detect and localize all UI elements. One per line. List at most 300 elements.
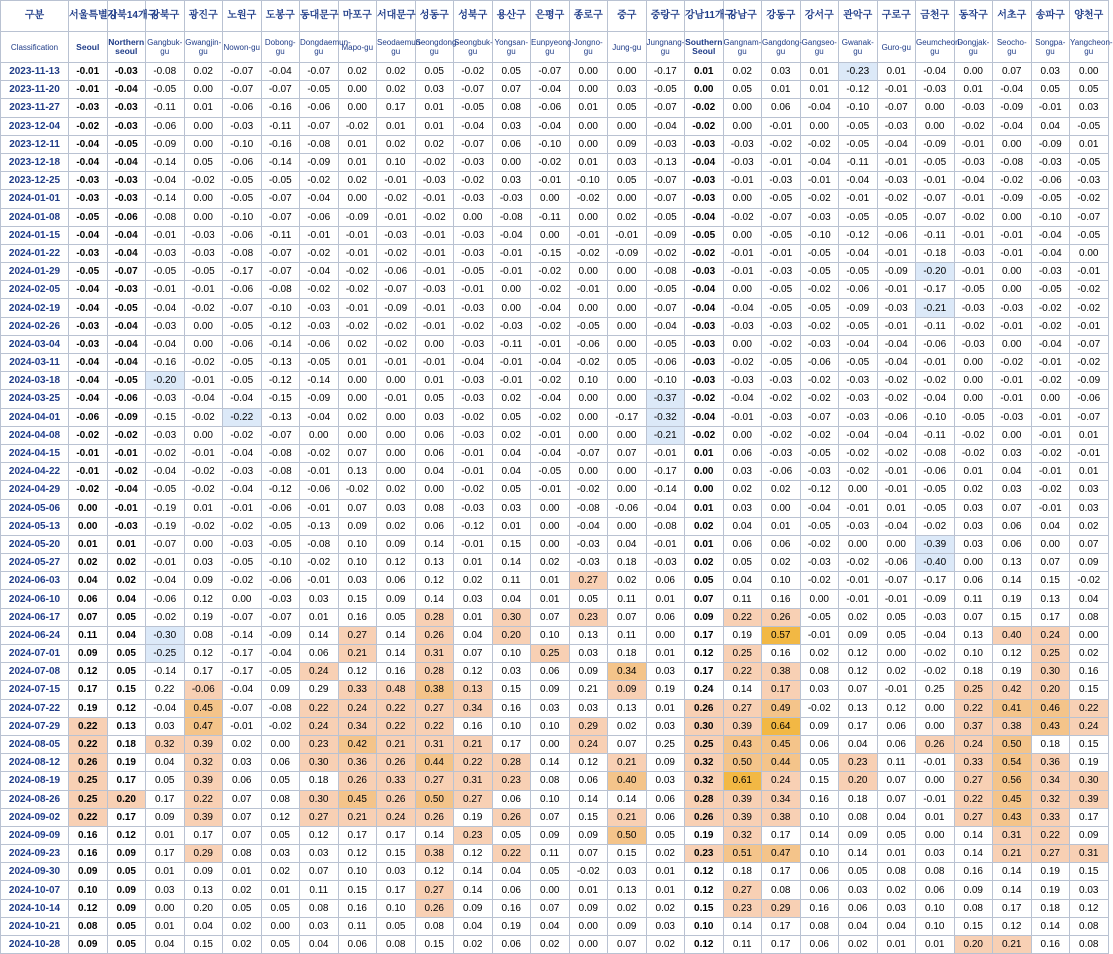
table-cell: -0.09 — [646, 226, 685, 244]
table-row — [1, 535, 1109, 553]
column-header-en: Seocho-gu — [993, 32, 1032, 63]
table-cell: 0.16 — [69, 845, 108, 863]
table-cell: 0.13 — [107, 717, 146, 735]
table-cell: 0.24 — [1031, 626, 1070, 644]
table-row — [1, 608, 1109, 626]
table-cell: -0.09 — [300, 390, 339, 408]
table-row — [1, 226, 1109, 244]
table-cell: 0.04 — [839, 917, 878, 935]
table-row — [1, 663, 1109, 681]
table-cell: 0.38 — [762, 663, 801, 681]
table-cell: 0.17 — [1031, 608, 1070, 626]
table-cell: 0.03 — [300, 917, 339, 935]
table-cell: -0.32 — [646, 408, 685, 426]
table-cell: -0.01 — [877, 463, 916, 481]
table-cell: 0.10 — [531, 790, 570, 808]
table-cell: 0.39 — [1070, 790, 1109, 808]
row-date: 2024-02-26 — [1, 317, 69, 335]
table-cell: 0.22 — [1031, 826, 1070, 844]
table-cell: -0.01 — [839, 499, 878, 517]
table-cell: -0.25 — [146, 645, 185, 663]
table-cell: 0.30 — [1070, 772, 1109, 790]
table-cell: 0.03 — [377, 863, 416, 881]
table-cell: 0.16 — [1070, 663, 1109, 681]
table-cell: -0.06 — [877, 226, 916, 244]
table-cell: 0.06 — [762, 535, 801, 553]
table-cell: -0.01 — [993, 317, 1032, 335]
table-cell: 0.14 — [954, 845, 993, 863]
table-cell: -0.01 — [415, 263, 454, 281]
table-cell: 0.16 — [492, 899, 531, 917]
table-cell: 0.17 — [377, 881, 416, 899]
table-cell: 0.49 — [762, 699, 801, 717]
table-cell: 0.01 — [685, 499, 724, 517]
table-cell: -0.04 — [223, 390, 262, 408]
table-cell: -0.05 — [146, 81, 185, 99]
table-cell: -0.05 — [839, 208, 878, 226]
table-cell: -0.11 — [916, 226, 955, 244]
table-row — [1, 63, 1109, 81]
table-cell: 0.09 — [377, 535, 416, 553]
table-cell: -0.01 — [723, 408, 762, 426]
table-cell: -0.02 — [1070, 299, 1109, 317]
table-cell: 0.03 — [492, 499, 531, 517]
table-cell: -0.19 — [146, 499, 185, 517]
table-cell: 0.15 — [338, 881, 377, 899]
table-cell: 0.00 — [916, 117, 955, 135]
table-cell: 0.56 — [993, 772, 1032, 790]
table-body — [1, 63, 1109, 954]
table-cell: 0.22 — [377, 699, 416, 717]
table-row — [1, 135, 1109, 153]
table-cell: 0.00 — [993, 208, 1032, 226]
table-cell: 0.25 — [69, 790, 108, 808]
table-cell: 0.06 — [993, 517, 1032, 535]
table-cell: 0.05 — [492, 63, 531, 81]
table-cell: 0.08 — [762, 881, 801, 899]
table-cell: -0.03 — [762, 372, 801, 390]
table-cell: -0.06 — [107, 208, 146, 226]
table-cell: -0.03 — [454, 372, 493, 390]
row-date: 2024-10-21 — [1, 917, 69, 935]
table-cell: 0.25 — [954, 681, 993, 699]
table-cell: 0.01 — [877, 499, 916, 517]
table-cell: 0.26 — [492, 808, 531, 826]
header-row-korean — [1, 1, 1109, 32]
table-cell: -0.03 — [685, 372, 724, 390]
table-cell: -0.05 — [531, 463, 570, 481]
table-cell: -0.05 — [877, 208, 916, 226]
table-cell: -0.02 — [531, 263, 570, 281]
table-cell: 0.00 — [338, 426, 377, 444]
table-cell: 0.47 — [762, 845, 801, 863]
classification-header-en: Classification — [1, 32, 69, 63]
table-cell: -0.03 — [184, 244, 223, 262]
table-row — [1, 808, 1109, 826]
table-cell: -0.07 — [877, 99, 916, 117]
table-cell: 0.50 — [993, 735, 1032, 753]
table-cell: 0.00 — [723, 281, 762, 299]
table-cell: -0.09 — [916, 135, 955, 153]
table-cell: 0.01 — [685, 535, 724, 553]
table-cell: 0.00 — [454, 208, 493, 226]
table-cell: -0.09 — [146, 135, 185, 153]
table-cell: 0.14 — [492, 554, 531, 572]
table-cell: 0.12 — [338, 845, 377, 863]
table-cell: 0.16 — [377, 663, 416, 681]
table-cell: -0.04 — [146, 299, 185, 317]
table-cell: 0.14 — [415, 590, 454, 608]
table-cell: 0.14 — [415, 535, 454, 553]
table-cell: 0.39 — [723, 808, 762, 826]
table-cell: -0.01 — [569, 226, 608, 244]
row-date: 2024-04-15 — [1, 444, 69, 462]
table-cell: -0.02 — [1031, 317, 1070, 335]
table-cell: 0.19 — [723, 626, 762, 644]
column-header-kr: 마포구 — [338, 1, 377, 32]
table-cell: -0.05 — [954, 281, 993, 299]
table-cell: 0.14 — [993, 572, 1032, 590]
table-cell: 0.01 — [146, 863, 185, 881]
table-cell: 0.17 — [377, 99, 416, 117]
table-cell: 0.12 — [377, 554, 416, 572]
table-cell: 0.00 — [492, 299, 531, 317]
table-cell: -0.07 — [261, 263, 300, 281]
table-cell: 0.33 — [954, 754, 993, 772]
table-cell: -0.01 — [338, 226, 377, 244]
table-cell: 0.08 — [69, 917, 108, 935]
table-cell: 0.16 — [762, 645, 801, 663]
table-cell: 0.07 — [69, 608, 108, 626]
row-date: 2023-12-18 — [1, 153, 69, 171]
table-cell: 0.19 — [1070, 754, 1109, 772]
table-cell: 0.27 — [300, 808, 339, 826]
table-cell: 0.31 — [454, 772, 493, 790]
row-date: 2024-02-19 — [1, 299, 69, 317]
table-cell: 0.00 — [608, 63, 647, 81]
table-cell: 0.04 — [723, 572, 762, 590]
table-cell: 0.02 — [531, 936, 570, 954]
table-cell: 0.00 — [415, 481, 454, 499]
table-cell: -0.03 — [723, 317, 762, 335]
table-cell: -0.30 — [146, 626, 185, 644]
table-cell: -0.04 — [531, 81, 570, 99]
table-cell: 0.21 — [993, 936, 1032, 954]
table-cell: 0.00 — [916, 699, 955, 717]
table-cell: -0.11 — [261, 117, 300, 135]
table-cell: -0.04 — [531, 299, 570, 317]
table-cell: 0.39 — [723, 790, 762, 808]
table-cell: 0.00 — [608, 117, 647, 135]
table-cell: 0.23 — [723, 899, 762, 917]
table-cell: -0.08 — [146, 63, 185, 81]
table-cell: 0.33 — [338, 681, 377, 699]
table-row — [1, 645, 1109, 663]
table-cell: 0.24 — [685, 681, 724, 699]
table-cell: 0.09 — [839, 826, 878, 844]
row-date: 2024-10-28 — [1, 936, 69, 954]
table-cell: 0.04 — [839, 735, 878, 753]
table-cell: -0.01 — [877, 244, 916, 262]
table-cell: 0.17 — [993, 899, 1032, 917]
table-cell: 0.02 — [377, 81, 416, 99]
table-cell: -0.02 — [184, 517, 223, 535]
table-cell: 0.03 — [569, 645, 608, 663]
table-cell: -0.11 — [492, 335, 531, 353]
table-cell: 0.02 — [839, 608, 878, 626]
table-cell: -0.01 — [492, 244, 531, 262]
table-cell: 0.01 — [916, 808, 955, 826]
table-cell: 0.15 — [1070, 735, 1109, 753]
table-cell: 0.01 — [107, 535, 146, 553]
table-cell: -0.03 — [454, 499, 493, 517]
table-cell: -0.02 — [800, 535, 839, 553]
table-cell: 0.01 — [184, 99, 223, 117]
table-cell: -0.08 — [916, 444, 955, 462]
table-cell: 0.28 — [415, 663, 454, 681]
table-cell: 0.12 — [184, 590, 223, 608]
table-cell: -0.04 — [954, 172, 993, 190]
table-cell: 0.05 — [492, 408, 531, 426]
table-cell: 0.05 — [839, 863, 878, 881]
table-cell: -0.02 — [1031, 444, 1070, 462]
column-header-en: Nowon-gu — [223, 32, 262, 63]
table-cell: 0.50 — [723, 754, 762, 772]
table-cell: 0.13 — [954, 626, 993, 644]
table-cell: -0.01 — [839, 572, 878, 590]
table-cell: -0.02 — [454, 481, 493, 499]
table-cell: 0.00 — [69, 517, 108, 535]
table-cell: 0.03 — [415, 81, 454, 99]
table-cell: 0.06 — [223, 772, 262, 790]
table-cell: -0.01 — [454, 444, 493, 462]
table-cell: -0.01 — [877, 590, 916, 608]
table-cell: -0.06 — [261, 572, 300, 590]
table-cell: -0.04 — [685, 153, 724, 171]
table-cell: 0.42 — [338, 735, 377, 753]
table-cell: 0.21 — [569, 681, 608, 699]
table-cell: -0.14 — [146, 153, 185, 171]
table-cell: -0.02 — [184, 299, 223, 317]
table-cell: 0.03 — [1070, 99, 1109, 117]
table-cell: -0.02 — [338, 117, 377, 135]
table-cell: -0.10 — [223, 135, 262, 153]
table-cell: -0.01 — [916, 754, 955, 772]
table-cell: -0.03 — [800, 335, 839, 353]
table-cell: 0.17 — [685, 626, 724, 644]
table-cell: 0.06 — [800, 881, 839, 899]
table-cell: 0.25 — [685, 735, 724, 753]
table-cell: -0.05 — [184, 263, 223, 281]
table-cell: 0.15 — [1070, 681, 1109, 699]
row-date: 2024-03-04 — [1, 335, 69, 353]
table-row — [1, 390, 1109, 408]
table-cell: -0.04 — [993, 117, 1032, 135]
table-cell: 0.29 — [300, 681, 339, 699]
table-cell: -0.02 — [800, 317, 839, 335]
table-cell: -0.06 — [69, 408, 108, 426]
table-cell: -0.07 — [223, 81, 262, 99]
table-cell: 0.03 — [954, 499, 993, 517]
table-cell: -0.02 — [839, 463, 878, 481]
table-cell: 0.08 — [839, 808, 878, 826]
table-cell: -0.02 — [223, 517, 262, 535]
table-cell: 0.01 — [531, 572, 570, 590]
table-cell: -0.04 — [107, 354, 146, 372]
table-cell: -0.04 — [69, 153, 108, 171]
table-cell: -0.03 — [1070, 172, 1109, 190]
table-cell: 0.04 — [454, 626, 493, 644]
row-date: 2024-09-02 — [1, 808, 69, 826]
table-cell: -0.15 — [146, 408, 185, 426]
table-cell: -0.02 — [569, 481, 608, 499]
column-header-kr: 동작구 — [954, 1, 993, 32]
table-cell: 0.06 — [415, 426, 454, 444]
table-cell: 0.26 — [415, 808, 454, 826]
table-cell: -0.01 — [454, 535, 493, 553]
table-row — [1, 845, 1109, 863]
column-header-en: Northern seoul — [107, 32, 146, 63]
table-cell: 0.00 — [993, 263, 1032, 281]
table-cell: 0.08 — [261, 790, 300, 808]
table-cell: 0.07 — [993, 499, 1032, 517]
table-cell: 0.45 — [338, 790, 377, 808]
table-cell: 0.18 — [300, 772, 339, 790]
table-cell: 0.23 — [685, 845, 724, 863]
table-cell: 0.12 — [300, 826, 339, 844]
table-cell: 0.01 — [646, 881, 685, 899]
table-cell: 0.16 — [1031, 936, 1070, 954]
table-cell: 0.00 — [569, 117, 608, 135]
table-cell: 0.02 — [338, 408, 377, 426]
table-cell: -0.12 — [261, 372, 300, 390]
table-cell: -0.01 — [608, 226, 647, 244]
table-cell: -0.04 — [877, 354, 916, 372]
table-cell: -0.10 — [569, 172, 608, 190]
table-cell: 0.15 — [338, 590, 377, 608]
table-cell: 0.21 — [608, 754, 647, 772]
table-cell: 0.04 — [492, 590, 531, 608]
table-cell: -0.02 — [762, 335, 801, 353]
table-cell: -0.02 — [454, 408, 493, 426]
table-cell: 0.05 — [377, 608, 416, 626]
table-cell: -0.02 — [146, 608, 185, 626]
table-cell: -0.12 — [261, 481, 300, 499]
table-cell: -0.02 — [762, 426, 801, 444]
table-cell: 0.06 — [839, 899, 878, 917]
table-cell: 0.12 — [69, 663, 108, 681]
table-cell: 0.01 — [800, 63, 839, 81]
table-cell: -0.05 — [646, 208, 685, 226]
table-cell: 0.15 — [492, 535, 531, 553]
table-cell: -0.05 — [261, 535, 300, 553]
column-header-kr: 광진구 — [184, 1, 223, 32]
table-cell: 0.19 — [646, 681, 685, 699]
table-cell: 0.27 — [415, 699, 454, 717]
table-cell: 0.02 — [762, 554, 801, 572]
row-date: 2024-06-10 — [1, 590, 69, 608]
table-cell: 0.01 — [531, 590, 570, 608]
table-cell: -0.02 — [839, 444, 878, 462]
table-cell: -0.05 — [646, 335, 685, 353]
table-cell: 0.06 — [723, 444, 762, 462]
table-cell: -0.03 — [69, 190, 108, 208]
table-cell: 0.01 — [762, 81, 801, 99]
table-cell: 0.23 — [569, 608, 608, 626]
table-cell: 0.00 — [184, 117, 223, 135]
table-cell: -0.02 — [1070, 190, 1109, 208]
table-cell: -0.10 — [261, 299, 300, 317]
table-cell: -0.09 — [993, 190, 1032, 208]
table-cell: 0.06 — [646, 808, 685, 826]
table-cell: 0.00 — [146, 899, 185, 917]
table-cell: -0.03 — [569, 554, 608, 572]
table-cell: -0.05 — [839, 263, 878, 281]
table-cell: -0.04 — [723, 299, 762, 317]
table-cell: 0.14 — [608, 790, 647, 808]
table-cell: -0.03 — [685, 263, 724, 281]
table-cell: -0.04 — [184, 390, 223, 408]
table-cell: 0.06 — [69, 590, 108, 608]
table-cell: -0.03 — [685, 172, 724, 190]
table-cell: 0.06 — [492, 881, 531, 899]
table-cell: 0.09 — [954, 881, 993, 899]
table-cell: 0.11 — [608, 626, 647, 644]
table-cell: 0.17 — [69, 681, 108, 699]
table-cell: 0.51 — [723, 845, 762, 863]
table-cell: -0.07 — [223, 299, 262, 317]
table-cell: -0.03 — [454, 226, 493, 244]
table-cell: 0.09 — [569, 899, 608, 917]
table-cell: -0.05 — [69, 263, 108, 281]
table-cell: 0.00 — [569, 463, 608, 481]
table-cell: 0.25 — [646, 735, 685, 753]
row-date: 2023-12-25 — [1, 172, 69, 190]
table-cell: 0.45 — [184, 699, 223, 717]
table-cell: 0.02 — [1070, 645, 1109, 663]
table-cell: -0.07 — [1070, 335, 1109, 353]
table-cell: 0.03 — [261, 845, 300, 863]
table-cell: -0.04 — [839, 426, 878, 444]
table-cell: 0.04 — [531, 917, 570, 935]
table-cell: -0.03 — [107, 63, 146, 81]
classification-header-kr: 구분 — [1, 1, 69, 32]
table-cell: -0.02 — [839, 554, 878, 572]
table-cell: 0.03 — [646, 663, 685, 681]
table-cell: 0.17 — [762, 681, 801, 699]
column-header-kr: 관악구 — [839, 1, 878, 32]
table-cell: 0.22 — [300, 699, 339, 717]
table-cell: 0.02 — [839, 936, 878, 954]
table-cell: -0.01 — [338, 299, 377, 317]
table-cell: -0.05 — [762, 226, 801, 244]
table-cell: -0.05 — [223, 190, 262, 208]
table-cell: 0.03 — [492, 663, 531, 681]
table-cell: 0.26 — [916, 735, 955, 753]
table-cell: 0.10 — [531, 717, 570, 735]
table-cell: -0.09 — [261, 626, 300, 644]
table-cell: 0.01 — [338, 153, 377, 171]
table-cell: 0.21 — [377, 735, 416, 753]
table-cell: -0.02 — [954, 208, 993, 226]
table-cell: 0.27 — [454, 790, 493, 808]
table-cell: 0.24 — [300, 663, 339, 681]
table-cell: 0.41 — [993, 699, 1032, 717]
table-cell: 0.15 — [492, 681, 531, 699]
table-cell: -0.06 — [877, 554, 916, 572]
column-header-en: Jongno-gu — [569, 32, 608, 63]
table-cell: 0.30 — [492, 608, 531, 626]
